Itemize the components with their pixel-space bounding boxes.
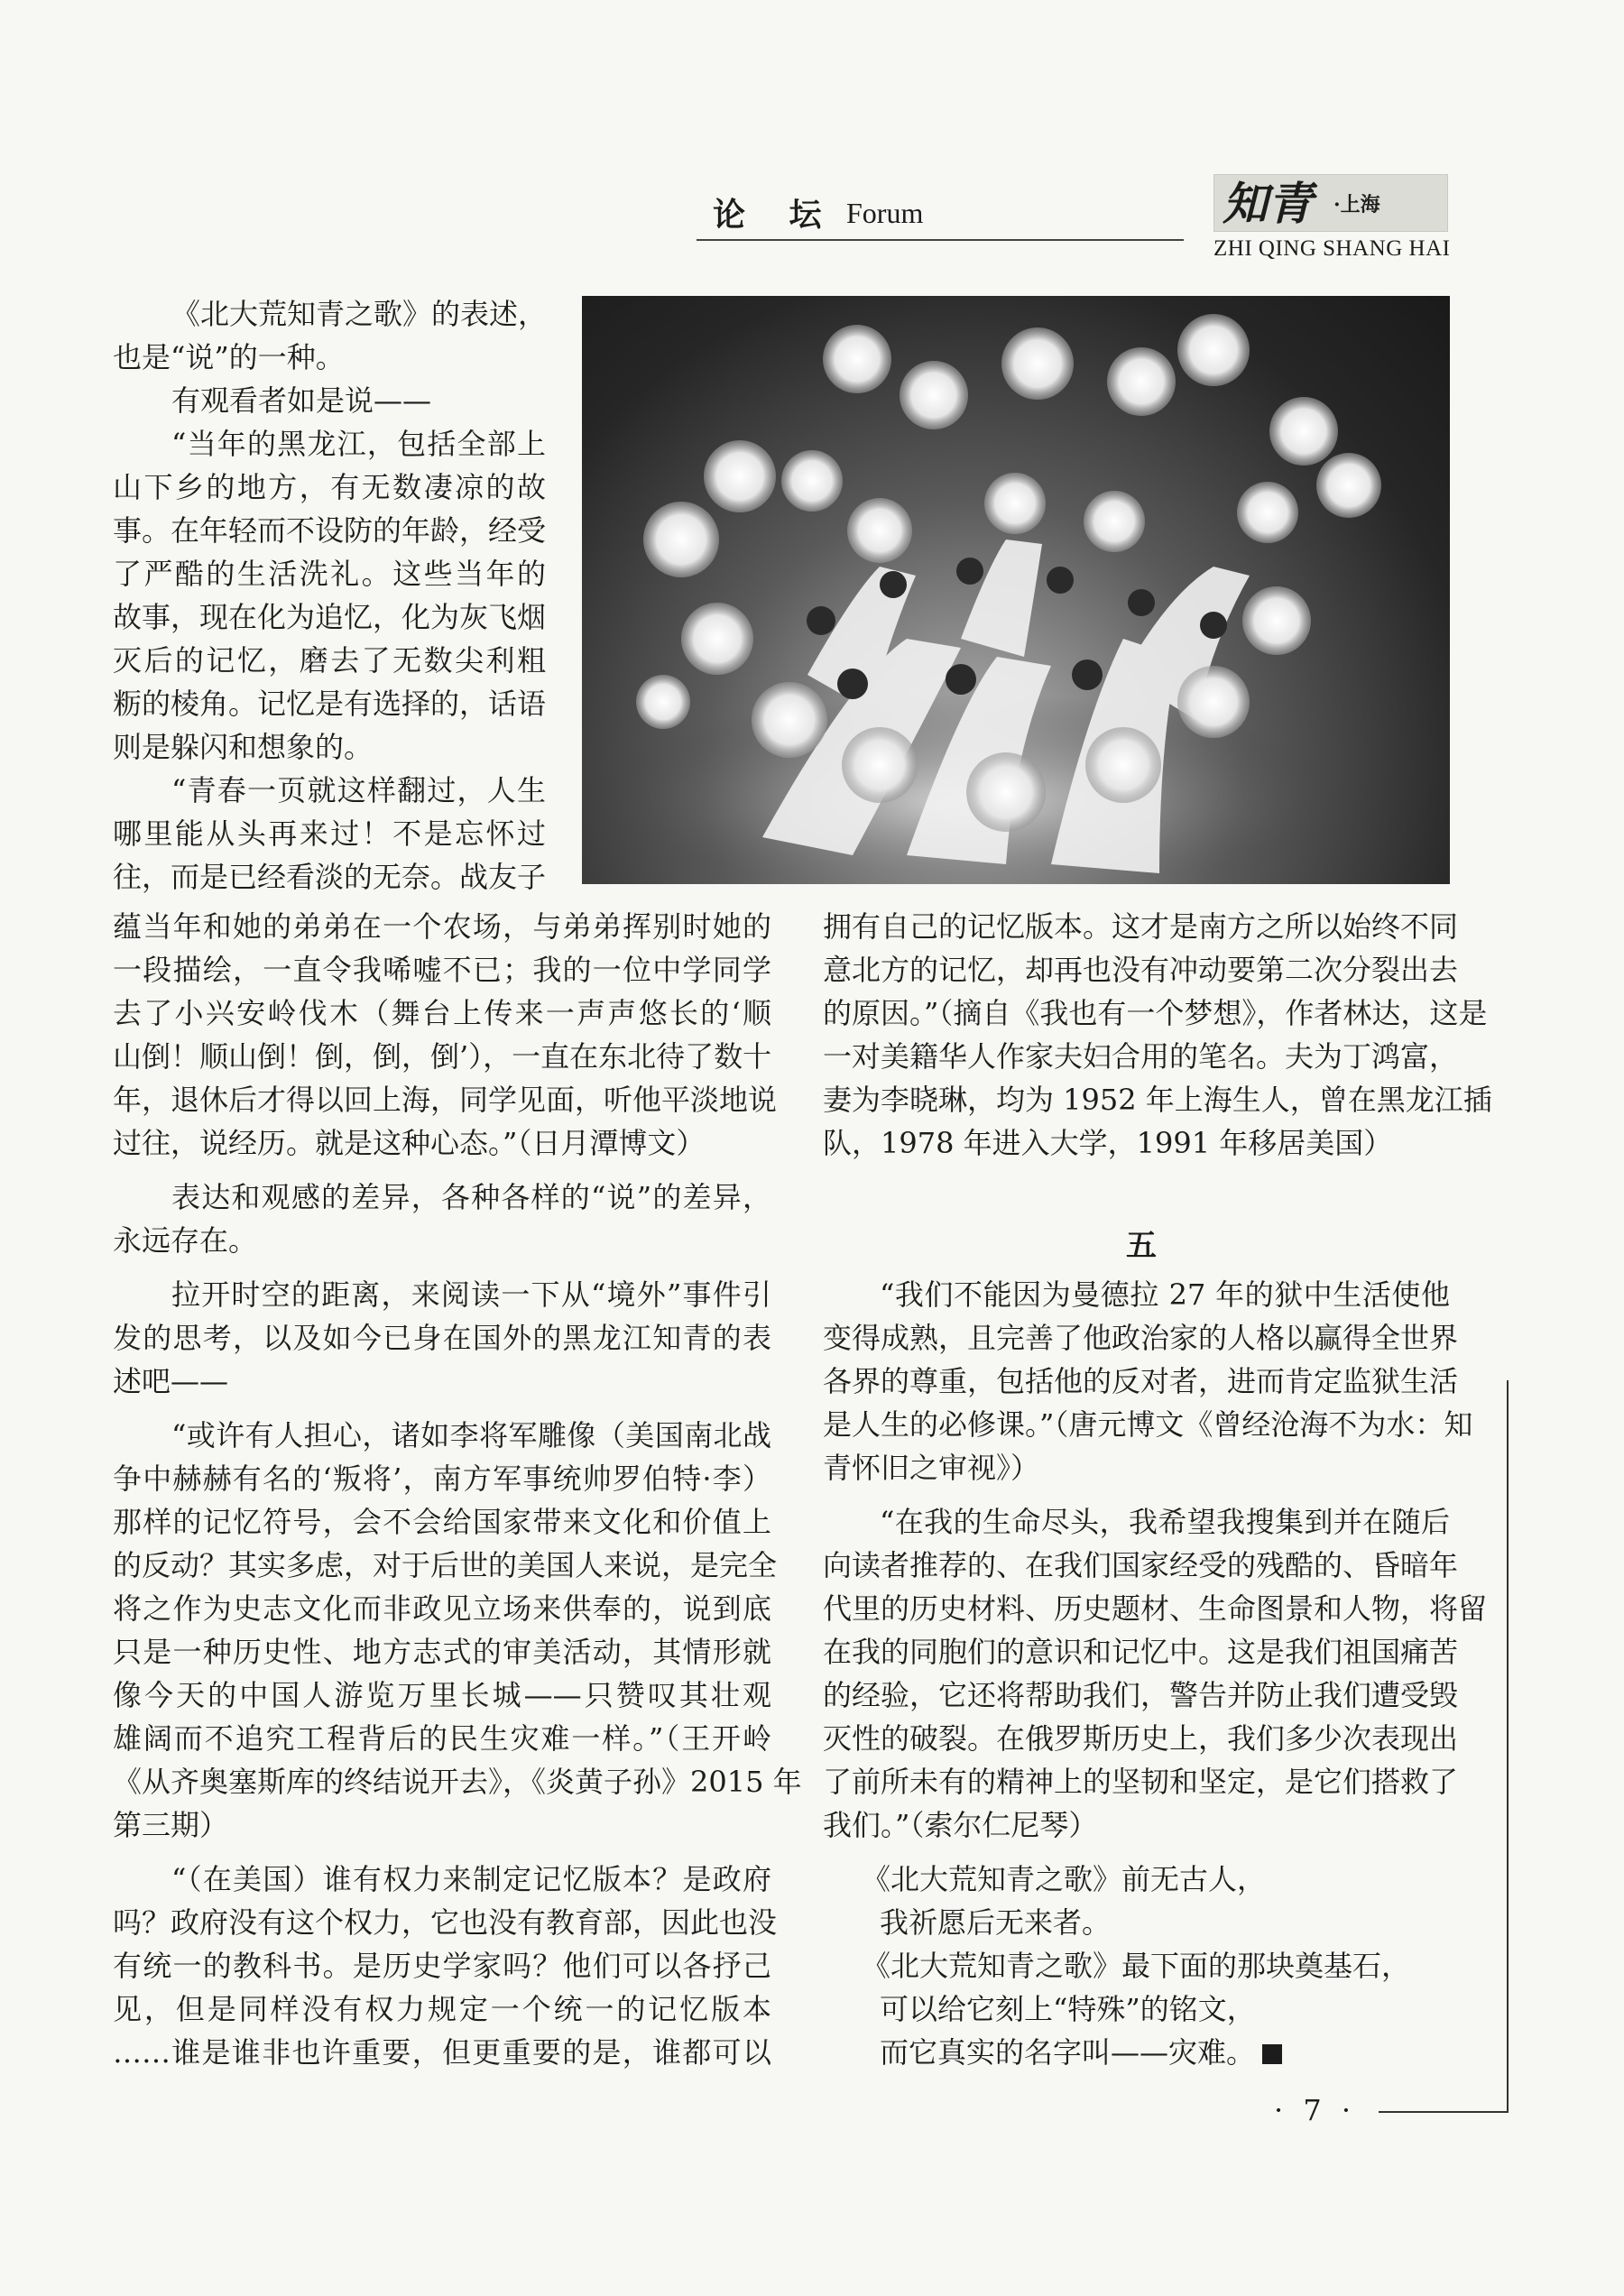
paragraph-line: 意北方的记忆，却再也没有冲动要第二次分裂出去 xyxy=(823,953,1459,987)
paragraph-line: 过往，说经历。就是这种心态。”（日月潭博文） xyxy=(113,1126,706,1160)
paragraph-line: 事。在年轻而不设防的年龄，经受 xyxy=(113,513,547,548)
section-number: 五 xyxy=(1126,1228,1157,1264)
paragraph-line: 去了小兴安岭伐木（舞台上传来一声声悠长的‘顺 xyxy=(113,996,771,1030)
poem-line: 我祈愿后无来者。 xyxy=(880,1905,1112,1940)
paragraph-line: 了严酷的生活洗礼。这些当年的 xyxy=(113,557,546,591)
paragraph-line: “当年的黑龙江，包括全部上 xyxy=(171,427,546,461)
paragraph-line: 也是“说”的一种。 xyxy=(113,340,345,374)
poem-line: 可以给它刻上“特殊”的铭文， xyxy=(880,1992,1256,2026)
paragraph-line: 争中赫赫有名的‘叛将’，南方军事统帅罗伯特·李） xyxy=(113,1462,771,1496)
paragraph-line: 妻为李晓琳，均为 1952 年上海生人，曾在黑龙江插 xyxy=(823,1083,1492,1117)
paragraph-line: 的经验，它还将帮助我们，警告并防止我们遭受毁 xyxy=(823,1678,1459,1712)
paragraph-line: “青春一页就这样翻过，人生 xyxy=(171,773,546,807)
paragraph-line: 将之作为史志文化而非政见立场来供奉的，说到底 xyxy=(113,1591,771,1626)
paragraph-line: 青怀旧之审视》） xyxy=(823,1451,1040,1485)
paragraph-line: 那样的记忆符号，会不会给国家带来文化和价值上 xyxy=(113,1505,771,1539)
header-rule xyxy=(697,239,1184,241)
decorative-vertical-rule xyxy=(1507,1380,1509,2111)
paragraph-line: 永远存在。 xyxy=(113,1223,258,1258)
magazine-logo-en: ZHI QING SHANG HAI xyxy=(1213,236,1451,261)
paragraph-line: 粝的棱角。记忆是有选择的，话语 xyxy=(113,687,547,721)
page-number: · 7 · xyxy=(1274,2093,1357,2127)
paragraph-line: 《北大荒知青之歌》的表述， xyxy=(171,297,548,331)
end-mark-icon xyxy=(1262,2044,1282,2064)
section-title: 论 坛 xyxy=(713,196,838,234)
paragraph-line: 队，1978 年进入大学，1991 年移居美国） xyxy=(823,1126,1393,1160)
paragraph-line: 只是一种历史性、地方志式的审美活动，其情形就 xyxy=(113,1635,771,1669)
paragraph-line: 《从齐奥塞斯库的终结说开去》，《炎黄子孙》2015 年 xyxy=(113,1765,802,1799)
paragraph-line: 有统一的教科书。是历史学家吗？他们可以各抒己 xyxy=(113,1949,771,1983)
paragraph-line: 灭性的破裂。在俄罗斯历史上，我们多少次表现出 xyxy=(823,1721,1459,1756)
paragraph-line: 了前所未有的精神上的坚韧和坚定，是它们搭救了 xyxy=(823,1765,1459,1799)
paragraph-line: 吗？政府没有这个权力，它也没有教育部，因此也没 xyxy=(113,1905,778,1940)
paragraph-line: 向读者推荐的、在我们国家经受的残酷的、昏暗年 xyxy=(823,1548,1459,1582)
paragraph-line: 像今天的中国人游览万里长城——只赞叹其壮观 xyxy=(113,1678,771,1712)
paragraph-line: 代里的历史材料、历史题材、生命图景和人物，将留 xyxy=(823,1591,1488,1626)
paragraph-line: 往，而是已经看淡的无奈。战友子 xyxy=(113,860,547,894)
paragraph-line: 的原因。”（摘自《我也有一个梦想》，作者林达，这是 xyxy=(823,996,1488,1030)
paragraph-line: 我们。”（索尔仁尼琴） xyxy=(823,1808,1098,1842)
dance-performance-photo xyxy=(582,296,1450,884)
paragraph-line: “我们不能因为曼德拉 27 年的狱中生活使他 xyxy=(880,1277,1450,1312)
paragraph-line: “在我的生命尽头，我希望我搜集到并在随后 xyxy=(880,1505,1450,1539)
poem-line-text: 而它真实的名字叫——灾难。 xyxy=(880,2035,1256,2070)
paragraph-line: 有观看者如是说—— xyxy=(171,383,432,418)
photo-illustration xyxy=(582,296,1450,884)
paragraph-line: 山倒！顺山倒！倒，倒，倒’），一直在东北待了数十 xyxy=(113,1039,772,1074)
paragraph-line: 故事，现在化为追忆，化为灰飞烟 xyxy=(113,600,547,634)
paragraph-line: 的反动？其实多虑，对于后世的美国人来说，是完全 xyxy=(113,1548,778,1582)
paragraph-line: 发的思考，以及如今已身在国外的黑龙江知青的表 xyxy=(113,1321,771,1355)
poem-line: 《北大荒知青之歌》前无古人， xyxy=(862,1862,1267,1896)
poem-line: 《北大荒知青之歌》最下面的那块奠基石， xyxy=(862,1949,1411,1983)
paragraph-line: 是人生的必修课。”（唐元博文《曾经沧海不为水：知 xyxy=(823,1407,1473,1442)
paragraph-line: 述吧—— xyxy=(113,1364,229,1398)
paragraph-line: 灭后的记忆，磨去了无数尖利粗 xyxy=(113,643,546,678)
magazine-logo-sub: ·上海 xyxy=(1333,193,1380,217)
paragraph-line: 年，退休后才得以回上海，同学见面，听他平淡地说 xyxy=(113,1083,778,1117)
paragraph-line: 见，但是同样没有权力规定一个统一的记忆版本 xyxy=(113,1992,771,2026)
paragraph-line: 在我的同胞们的意识和记忆中。这是我们祖国痛苦 xyxy=(823,1635,1459,1669)
paragraph-line: “或许有人担心，诸如李将军雕像（美国南北战 xyxy=(171,1418,771,1452)
decorative-bottom-rule xyxy=(1379,2111,1509,2113)
paragraph-line: 则是躲闪和想象的。 xyxy=(113,730,374,764)
paragraph-line: 变得成熟，且完善了他政治家的人格以赢得全世界 xyxy=(823,1321,1459,1355)
paragraph-line: 拉开时空的距离，来阅读一下从“境外”事件引 xyxy=(171,1277,771,1312)
paragraph-line: 第三期） xyxy=(113,1808,229,1842)
section-title-en: Forum xyxy=(846,197,924,229)
paragraph-line: 拥有自己的记忆版本。这才是南方之所以始终不同 xyxy=(823,909,1459,944)
paragraph-line: 山下乡的地方，有无数凄凉的故 xyxy=(113,470,546,504)
paragraph-line: “（在美国）谁有权力来制定记忆版本？是政府 xyxy=(171,1862,771,1896)
paragraph-line: 哪里能从头再来过！不是忘怀过 xyxy=(113,816,546,851)
poem-line-last xyxy=(880,2034,1282,2070)
paragraph-line: 表达和观感的差异，各种各样的“说”的差异， xyxy=(171,1180,771,1214)
magazine-logo: 知青 xyxy=(1223,177,1313,230)
paragraph-line: 雄阔而不追究工程背后的民生灾难一样。”（王开岭 xyxy=(113,1721,771,1756)
paragraph-line: 各界的尊重，包括他的反对者，进而肯定监狱生活 xyxy=(823,1364,1459,1398)
paragraph-line: ……谁是谁非也许重要，但更重要的是，谁都可以 xyxy=(113,2035,771,2070)
paragraph-line: 一段描绘，一直令我唏嘘不已；我的一位中学同学 xyxy=(113,953,771,987)
paragraph-line: 蕴当年和她的弟弟在一个农场，与弟弟挥别时她的 xyxy=(113,909,771,944)
paragraph-line: 一对美籍华人作家夫妇合用的笔名。夫为丁鸿富， xyxy=(823,1039,1459,1074)
